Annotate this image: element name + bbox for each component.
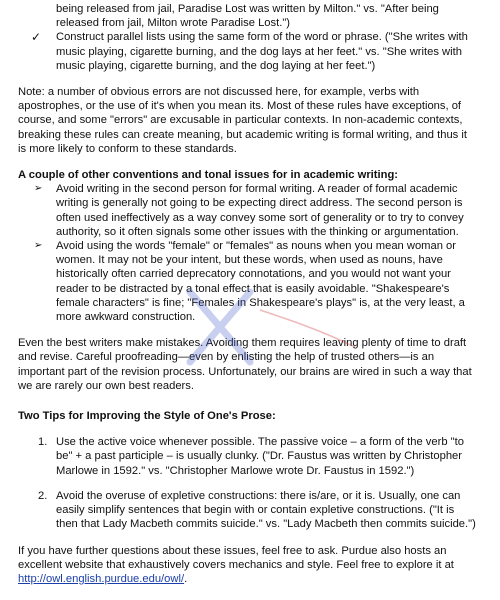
text-line: be" + a past participle – is usually clunky. ("Dr. Faustus was written by Christopher [56, 450, 462, 463]
text-line: course, and some "errors" are excusable in particular contexts. In non-academic contexts, [18, 114, 463, 127]
text-line: we are rarely our own best readers. [18, 379, 194, 392]
text-line: and revise. Careful proofreading—even by enlisting the help of trusted others—is an [18, 351, 435, 364]
text-line: female characters" is fine; "Females in Shakespeare's plays" is, at the very least, a [56, 296, 465, 309]
text-line: music playing, cigarette burning, and the dog lays at her feet." vs. "She writes with [56, 45, 462, 58]
text-line: being released from jail, Paradise Lost was written by Milton." vs. "After being [56, 3, 439, 15]
text-line: Construct parallel lists using the same form of the word or phrase. ("She writes with [56, 31, 468, 44]
text-line: excellent website that exhaustively covers mechanics and style. Feel free to explore it at [18, 558, 454, 571]
tips-heading: Two Tips for Improving the Style of One's Prose: [18, 410, 276, 423]
conventions-heading: A couple of other conventions and tonal issues for in academic writing: [18, 169, 399, 182]
text-line: Marlowe in 1592." vs. "Christopher Marlowe wrote Dr. Faustus in 1592.") [56, 464, 415, 477]
proofreading-paragraph [18, 336, 494, 393]
text-line: easily simplify sentences that begin with or contain expletive constructions. ("It is [56, 504, 455, 517]
text-line: Avoid writing in the second person for formal writing. A reader of formal academic [56, 183, 458, 196]
text-line [18, 572, 494, 586]
checkmark-icon: ✓ [31, 30, 42, 45]
text-line: apostrophes, or the use of it's when you mean its. Most of these rules have exceptions, of [18, 100, 462, 113]
list-item [18, 182, 494, 239]
owl-purdue-link[interactable]: http://owl.english.purdue.edu/owl/ [18, 572, 185, 585]
tip-number: 1. [38, 436, 48, 449]
arrow-bullet-icon: ➢ [34, 240, 43, 252]
text-line: music playing, cigarette burning, and the dog laying at her feet.") [56, 59, 376, 72]
text-line: breaking these rules can create meaning, but academic writing is formal writing, and thus it [18, 128, 467, 141]
text-line: often used ineffectively as a way convey some sort of generality or to try to convey [56, 211, 464, 224]
note-paragraph [18, 85, 494, 156]
tip-item [18, 489, 494, 532]
list-item-continuation [18, 2, 494, 30]
tip-number: 2. [38, 489, 48, 502]
text-line: Even the best writers make mistakes. Avoiding them requires leaving plenty of time to draft [18, 337, 467, 350]
text-line: If you have further questions about these issues, feel free to ask. Purdue also hosts an [18, 544, 447, 557]
closing-paragraph [18, 544, 494, 587]
link-punctuation: . [184, 572, 188, 585]
tip-item [18, 435, 494, 478]
text-line: writing is generally not going to be expecting direct address. The second person is [56, 197, 463, 210]
text-line: is more likely to conform to these standards. [18, 142, 237, 155]
text-line: released from jail, Milton wrote Paradise Lost.") [56, 17, 291, 30]
text-line: Avoid using the words "female" or "females" as nouns when you mean woman or [56, 240, 456, 253]
tips-list [18, 435, 494, 531]
text-line: historically often carried deprecatory connotations, and you would not want your [56, 268, 451, 281]
text-line: more awkward construction. [56, 311, 196, 324]
text-line: Avoid the overuse of expletive constructions: there is/are, or it is. Usually, one can [56, 489, 461, 502]
text-line: Note: a number of obvious errors are not discussed here, for example, verbs with [18, 86, 420, 99]
text-line: Use the active voice whenever possible. The passive voice – a form of the verb "to [56, 436, 464, 449]
text-line: authority, so it often signals some other issues with the thinking or argumentation. [56, 225, 459, 238]
text-line: important part of the revision process. Unfortunately, our brains are wired in such a way that [18, 365, 472, 378]
checklist-item [18, 30, 494, 73]
text-line: reader to be distracted by a tonal effect that is easily avoidable. "Shakespeare's [56, 282, 450, 295]
text-line: women. It may not be your intent, but these words, when used as nouns, have [56, 254, 443, 267]
text-line: then that Lady Macbeth commits suicide." vs. "Lady Macbeth then commits suicide.") [56, 518, 476, 531]
arrow-bullet-icon: ➢ [34, 183, 43, 195]
list-item [18, 239, 494, 324]
